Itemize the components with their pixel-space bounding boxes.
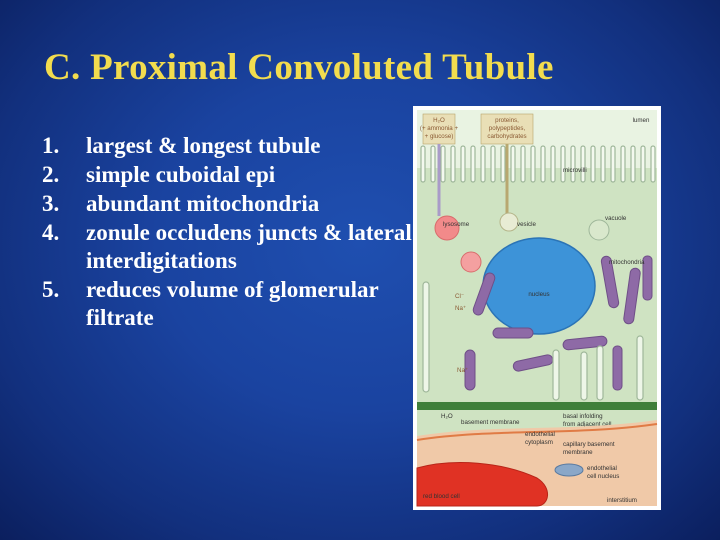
basement-membrane-label: basement membrane (461, 419, 520, 426)
list-item (40, 276, 420, 332)
h2o-top-label-3: + glucose) (424, 133, 454, 140)
nucleus-label: nucleus (528, 291, 550, 298)
proteins-label-1: proteins, (495, 117, 519, 124)
item-number: 1. (42, 133, 60, 158)
list-item (40, 219, 420, 275)
vesicle-label: vesicle (517, 221, 536, 228)
item-number: 5. (42, 277, 60, 302)
item-text: abundant mitochondria (86, 191, 320, 216)
nucleus (483, 238, 595, 334)
lysosome-2 (461, 252, 481, 272)
endothelial-nucleus (555, 464, 583, 476)
h2o-top-label: H₂O (433, 117, 445, 124)
list-item (40, 161, 420, 189)
lysosome-label: lysosome (443, 221, 470, 228)
point-list (40, 132, 420, 332)
basal-infolding-label-2: from adjacent cell (563, 421, 612, 428)
cell-diagram (413, 106, 661, 510)
vacuole-label: vacuole (605, 215, 627, 222)
proteins-label-2: polypeptides, (488, 125, 526, 132)
list-item (40, 132, 420, 160)
vesicle (500, 213, 518, 231)
item-number: 2. (42, 162, 60, 187)
slide-title: C. Proximal Convoluted Tubule (44, 47, 554, 88)
interstitium-label: interstitium (607, 497, 637, 504)
endothelial-nucleus-label-1: endothelial (587, 465, 617, 472)
na-label-1: Na⁺ (455, 305, 467, 312)
item-number: 4. (42, 220, 60, 245)
item-text: largest & longest tubule (86, 133, 321, 158)
list-item (40, 190, 420, 218)
endothelial-nucleus-label-2: cell nucleus (587, 473, 620, 480)
tubule-cell-illustration (413, 106, 661, 510)
item-text: simple cuboidal epi (86, 162, 276, 187)
basement-membrane (417, 402, 657, 410)
item-number: 3. (42, 191, 60, 216)
h2o-bottom-label: H₂O (441, 413, 453, 420)
item-text: reduces volume of glomerular filtrate (86, 277, 379, 330)
capillary-bm-label-1: capillary basement (563, 441, 615, 448)
endothelial-cytoplasm-label-2: cytoplasm (525, 439, 553, 446)
vacuole (589, 220, 609, 240)
h2o-top-label-2: (+ ammonia + (419, 125, 459, 132)
red-blood-cell-label: red blood cell (423, 493, 460, 500)
capillary-bm-label-2: membrane (563, 449, 593, 456)
na-label-2: Na⁺ (457, 367, 469, 374)
basal-infolding-label-1: basal infolding (563, 413, 603, 420)
mitochondria-label: mitochondria (609, 259, 645, 266)
cl-label: Cl⁻ (455, 293, 465, 300)
lumen-label: lumen (632, 117, 650, 124)
lysosome (435, 216, 459, 240)
proteins-label-3: carbohydrates (487, 133, 527, 140)
microvilli-label: microvilli (563, 167, 587, 174)
endothelial-cytoplasm-label-1: endothelial (525, 431, 555, 438)
item-text: zonule occludens juncts & lateral interdigitations (86, 220, 412, 273)
